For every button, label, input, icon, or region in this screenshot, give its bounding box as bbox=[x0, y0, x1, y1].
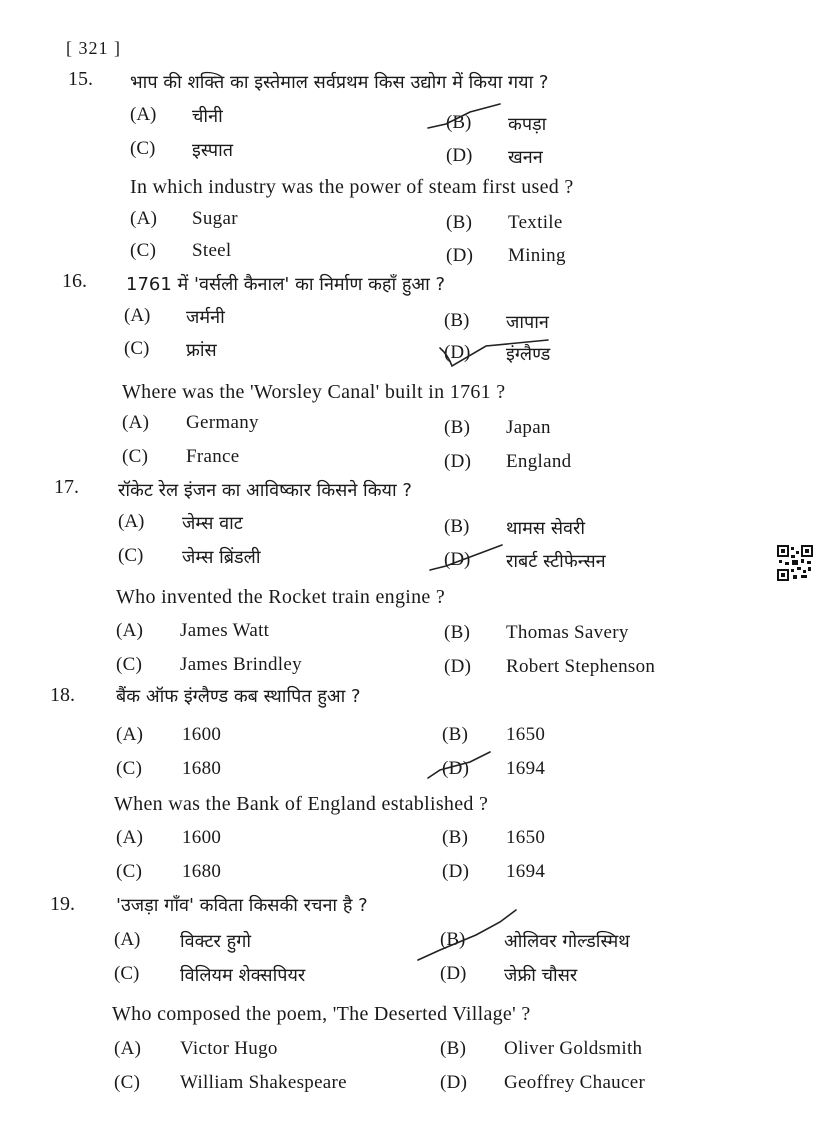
qr-code-icon bbox=[777, 545, 813, 581]
page-number: [ 321 ] bbox=[66, 38, 121, 58]
question-text-hindi: 'उजड़ा गाँव' कविता किसकी रचना है ? bbox=[116, 895, 368, 916]
question-number: 19. bbox=[50, 893, 75, 915]
question-text-english: Who composed the poem, 'The Deserted Village' ? bbox=[112, 1003, 531, 1025]
question-number: 18. bbox=[50, 684, 75, 706]
tick-mark-19 bbox=[418, 910, 516, 960]
question-text-hindi: बैंक ऑफ इंग्लैण्ड कब स्थापित हुआ ? bbox=[116, 686, 361, 707]
question-text-hindi: भाप की शक्ति का इस्तेमाल सर्वप्रथम किस उद्योग में किया गया ? bbox=[130, 72, 549, 93]
question-text-english: Who invented the Rocket train engine ? bbox=[116, 586, 446, 608]
question-text-english: In which industry was the power of steam first used ? bbox=[130, 176, 574, 198]
question-text-english: When was the Bank of England established ? bbox=[114, 793, 489, 815]
question-number: 15. bbox=[68, 68, 93, 90]
question-text-english: Where was the 'Worsley Canal' built in 1761 ? bbox=[122, 381, 506, 403]
question-text-hindi: 1761 में 'वर्सली कैनाल' का निर्माण कहाँ हुआ ? bbox=[126, 274, 446, 295]
question-number: 16. bbox=[62, 270, 87, 292]
question-number: 17. bbox=[54, 476, 79, 498]
question-text-hindi: रॉकेट रेल इंजन का आविष्कार किसने किया ? bbox=[118, 480, 412, 501]
